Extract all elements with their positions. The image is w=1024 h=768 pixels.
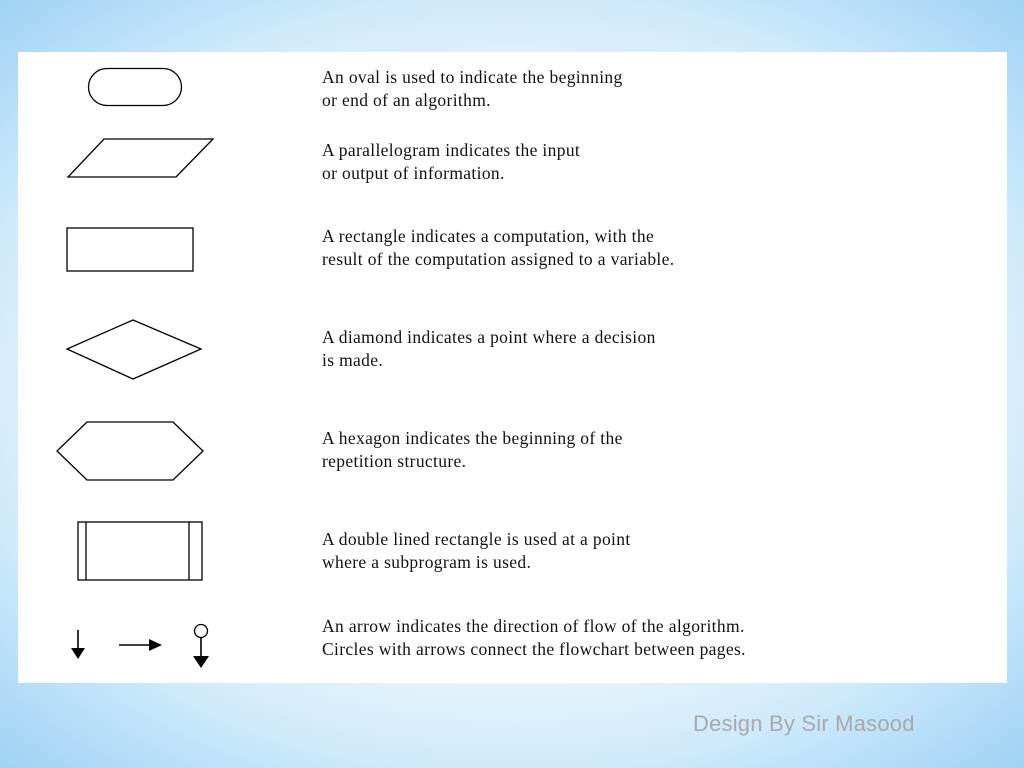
connector-circle-arrow-icon bbox=[189, 622, 213, 670]
rectangle-description bbox=[322, 225, 674, 271]
oval-description bbox=[322, 66, 623, 112]
double-lined-rectangle-description-line-2: where a subprogram is used. bbox=[322, 552, 532, 572]
parallelogram-description-line-1: A parallelogram indicates the input bbox=[322, 140, 581, 160]
diamond-description bbox=[322, 326, 656, 372]
rectangle-description-line-1: A rectangle indicates a computation, with the bbox=[322, 226, 655, 246]
arrows-description-line-1: An arrow indicates the direction of flow of the algorithm. bbox=[322, 616, 745, 636]
arrows-description bbox=[322, 615, 746, 661]
hexagon-description-line-1: A hexagon indicates the beginning of the bbox=[322, 428, 623, 448]
slide-panel bbox=[18, 52, 1007, 683]
diamond-icon bbox=[65, 318, 205, 382]
diamond-description-line-1: A diamond indicates a point where a decision bbox=[322, 327, 656, 347]
parallelogram-description bbox=[322, 139, 580, 185]
oval-icon bbox=[86, 66, 186, 110]
hexagon-description-line-2: repetition structure. bbox=[322, 451, 467, 471]
hexagon-description bbox=[322, 427, 623, 473]
parallelogram-description-line-2: or output of information. bbox=[322, 163, 505, 183]
oval-description-line-1: An oval is used to indicate the beginning bbox=[322, 67, 623, 87]
parallelogram-icon bbox=[66, 136, 216, 180]
footer-credit: Design By Sir Masood bbox=[693, 711, 915, 736]
double-lined-rectangle-description bbox=[322, 528, 631, 574]
arrows-description-line-2: Circles with arrows connect the flowchart between pages. bbox=[322, 639, 746, 659]
hexagon-icon bbox=[55, 420, 207, 484]
double-lined-rectangle-icon bbox=[76, 520, 206, 584]
diamond-description-line-2: is made. bbox=[322, 350, 384, 370]
oval-description-line-2: or end of an algorithm. bbox=[322, 90, 491, 110]
right-arrow-icon bbox=[117, 635, 165, 655]
down-arrow-icon bbox=[68, 628, 88, 662]
rectangle-icon bbox=[65, 226, 196, 274]
rectangle-description-line-2: result of the computation assigned to a variable. bbox=[322, 249, 675, 269]
double-lined-rectangle-description-line-1: A double lined rectangle is used at a point bbox=[322, 529, 631, 549]
